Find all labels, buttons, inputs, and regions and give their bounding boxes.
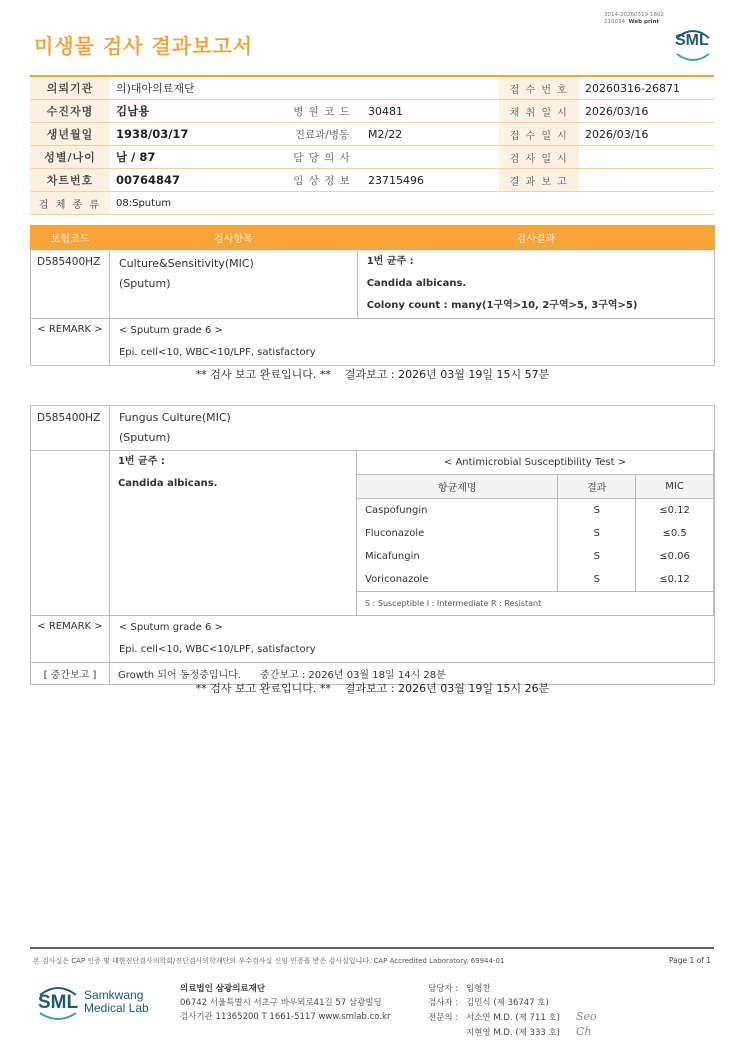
- info-value: 20260316-26871: [579, 76, 714, 100]
- ast-title: < Antimicrobial Susceptibility Test >: [357, 451, 714, 475]
- ast-col-mic: MIC: [636, 475, 714, 499]
- test2-strain-name: Candida albicans.: [117, 478, 218, 489]
- test1-row: [31, 250, 715, 319]
- ast-mic: ≤0.5: [636, 522, 714, 545]
- test1-result-colony: Colony count : many(1구역>10, 2구역>5, 3구역>5): [366, 300, 638, 311]
- test1-remark-row: [31, 319, 715, 366]
- ast-col-result: 결과: [558, 475, 636, 499]
- ast-row: [357, 545, 714, 568]
- test2-table: [30, 405, 715, 685]
- patient-info-table: [30, 75, 714, 215]
- info-value: 23715496: [362, 169, 499, 192]
- ast-table: [356, 450, 714, 616]
- remark-line2: Epi. cell<10, WBC<10/LPF, satisfactory: [118, 347, 316, 358]
- print-code-line2: 210034: [604, 19, 625, 25]
- done-text: ** 검사 보고 완료입니다. **: [195, 682, 331, 695]
- test1-result-strain-label: 1번 균주 :: [366, 256, 414, 267]
- staff-role: 전문의 :: [428, 1013, 459, 1023]
- info-row: [30, 100, 714, 123]
- info-value: [579, 146, 714, 169]
- report-time: 결과보고 : 2026년 03월 19일 15시 57분: [344, 368, 550, 381]
- remark-line2: Epi. cell<10, WBC<10/LPF, satisfactory: [118, 644, 316, 655]
- info-value: 의)대아의료재단: [110, 76, 499, 100]
- org-contact: 검사기관 11365200 T 1661-5117 www.smlab.co.kr: [180, 1012, 391, 1022]
- staff-name: 임형찬: [466, 984, 491, 994]
- ast-mic: ≤0.12: [636, 568, 714, 592]
- signature-1: Seo: [576, 1010, 597, 1023]
- ast-drug: Voriconazole: [357, 568, 558, 592]
- staff-row: [428, 1010, 597, 1025]
- info-row: [30, 76, 714, 100]
- logo-name-line2: Medical Lab: [84, 1001, 149, 1015]
- sml-logo: [671, 26, 715, 64]
- ast-res: S: [558, 545, 636, 568]
- info-value: 2026/03/16: [579, 100, 714, 123]
- info-value: 2026/03/16: [579, 123, 714, 146]
- info-label: 접 수 일 시: [499, 123, 579, 146]
- org-name: 의료법인 삼광의료재단: [180, 984, 266, 994]
- info-label: 진료과/병동: [282, 123, 362, 146]
- test2-name1: Fungus Culture(MIC): [118, 411, 231, 424]
- ast-drug: Fluconazole: [357, 522, 558, 545]
- info-label: 접 수 번 호: [499, 76, 579, 100]
- staff-name: 김민식 (제 36747 호): [466, 998, 549, 1008]
- test1-name1: Culture&Sensitivity(MIC): [118, 257, 254, 270]
- ast-mic: ≤0.12: [636, 499, 714, 523]
- signature-2: Ch: [576, 1025, 592, 1038]
- remark-label: < REMARK >: [31, 616, 110, 663]
- info-value: 30481: [362, 100, 499, 123]
- info-row: [30, 146, 714, 169]
- footer-staff: [428, 982, 597, 1040]
- header-result: 검사결과: [357, 226, 714, 250]
- print-code: [604, 12, 664, 26]
- info-label: 담 당 의 사: [282, 146, 362, 169]
- interim-label: [ 중간보고 ]: [31, 663, 110, 685]
- footer-divider: [30, 947, 714, 949]
- info-row: [30, 192, 714, 215]
- ast-row: [357, 522, 714, 545]
- info-label: 차트번호: [30, 169, 110, 192]
- test2-strain-label: 1번 균주 :: [117, 456, 165, 467]
- interim-time: 중간보고 : 2026년 03월 18일 14시 28분: [260, 670, 446, 681]
- ast-res: S: [558, 522, 636, 545]
- done-text: ** 검사 보고 완료입니다. **: [195, 368, 331, 381]
- logo-sml-text: SML: [38, 992, 79, 1013]
- info-label: 채 취 일 시: [499, 100, 579, 123]
- test2-code: D585400HZ: [31, 406, 110, 451]
- info-label: 결 과 보 고: [499, 169, 579, 192]
- org-address: 06742 서울특별시 서초구 바우뫼로41길 57 삼광빌딩: [180, 998, 382, 1008]
- test1-name2: (Sputum): [118, 277, 171, 290]
- info-label: 임 상 정 보: [282, 169, 362, 192]
- ast-legend: S : Susceptible I : Intermediate R : Resistant: [357, 592, 714, 616]
- info-row: [30, 169, 714, 192]
- ast-mic: ≤0.06: [636, 545, 714, 568]
- ast-row: [357, 568, 714, 592]
- test1-table: [30, 225, 715, 366]
- ast-drug: Micafungin: [357, 545, 558, 568]
- interim-text: Growth 되어 동정중입니다.: [117, 670, 241, 681]
- header-code: 보험코드: [31, 226, 110, 250]
- ast-res: S: [558, 499, 636, 523]
- info-value: 1938/03/17: [110, 123, 282, 146]
- info-value: 00764847: [110, 169, 282, 192]
- test2-name: [109, 406, 714, 451]
- info-label: 병 원 코 드: [282, 100, 362, 123]
- info-value: 남 / 87: [110, 146, 282, 169]
- info-value: M2/22: [362, 123, 499, 146]
- ast-drug: Caspofungin: [357, 499, 558, 523]
- test2-strain: [109, 451, 356, 616]
- test1-done: [30, 366, 715, 382]
- page-number: Page 1 of 1: [669, 956, 712, 965]
- ast-cell: [357, 451, 715, 616]
- staff-row: [428, 1025, 597, 1040]
- staff-name: 서소연 M.D. (제 711 호): [466, 1013, 561, 1023]
- header-item: 검사항목: [109, 226, 357, 250]
- info-label: 수진자명: [30, 100, 110, 123]
- test2-name2: (Sputum): [118, 431, 171, 444]
- info-value: 김남용: [110, 100, 282, 123]
- info-label: 의뢰기관: [30, 76, 110, 100]
- info-label: 검 사 일 시: [499, 146, 579, 169]
- test1-result-organism: Candida albicans.: [366, 278, 467, 289]
- samkwang-logo: [36, 983, 154, 1023]
- result-header-row: [31, 226, 715, 250]
- test2-done: [30, 680, 715, 696]
- staff-name: 지현영 M.D. (제 333 호): [466, 1028, 561, 1038]
- info-value: [362, 146, 499, 169]
- info-label: 검 체 종 류: [30, 192, 110, 215]
- staff-role: 담당자 :: [428, 984, 459, 994]
- logo-name-line1: Samkwang: [84, 988, 144, 1002]
- info-row: [30, 123, 714, 146]
- footer-note: 본 검사실은 CAP 인증 및 대한진단검사의학회/진단검사의학재단의 우수검사실 신임 인증을 받은 검사실입니다. CAP Accredited Laboratory. 69944-01: [33, 957, 505, 965]
- ast-row: [357, 499, 714, 523]
- info-label: 생년월일: [30, 123, 110, 146]
- ast-col-drug: 항균제명: [357, 475, 558, 499]
- test2-result-row: [31, 451, 715, 616]
- print-code-line1: 3014-20260319-1602: [604, 12, 664, 18]
- staff-row: [428, 982, 597, 996]
- test2-remark-row: [31, 616, 715, 663]
- info-label: 성별/나이: [30, 146, 110, 169]
- report-time: 결과보고 : 2026년 03월 19일 15시 26분: [344, 682, 550, 695]
- test2-empty: [31, 451, 110, 616]
- test1-result: [357, 250, 714, 319]
- web-print-label: Web print: [628, 19, 660, 25]
- staff-row: [428, 996, 597, 1010]
- remark-content: [109, 319, 714, 366]
- ast-res: S: [558, 568, 636, 592]
- footer-org: [180, 982, 390, 1024]
- remark-content: [109, 616, 714, 663]
- remark-label: < REMARK >: [31, 319, 110, 366]
- test2-title-row: [31, 406, 715, 451]
- remark-line1: < Sputum grade 6 >: [118, 325, 223, 336]
- info-value: 08:Sputum: [110, 192, 714, 215]
- test1-code: D585400HZ: [31, 250, 110, 319]
- sml-logo-text: SML: [675, 32, 709, 49]
- staff-role: 검사자 :: [428, 998, 459, 1008]
- report-title: 미생물 검사 결과보고서: [34, 34, 254, 58]
- remark-line1: < Sputum grade 6 >: [118, 622, 223, 633]
- info-value: [579, 169, 714, 192]
- test1-name: [109, 250, 357, 319]
